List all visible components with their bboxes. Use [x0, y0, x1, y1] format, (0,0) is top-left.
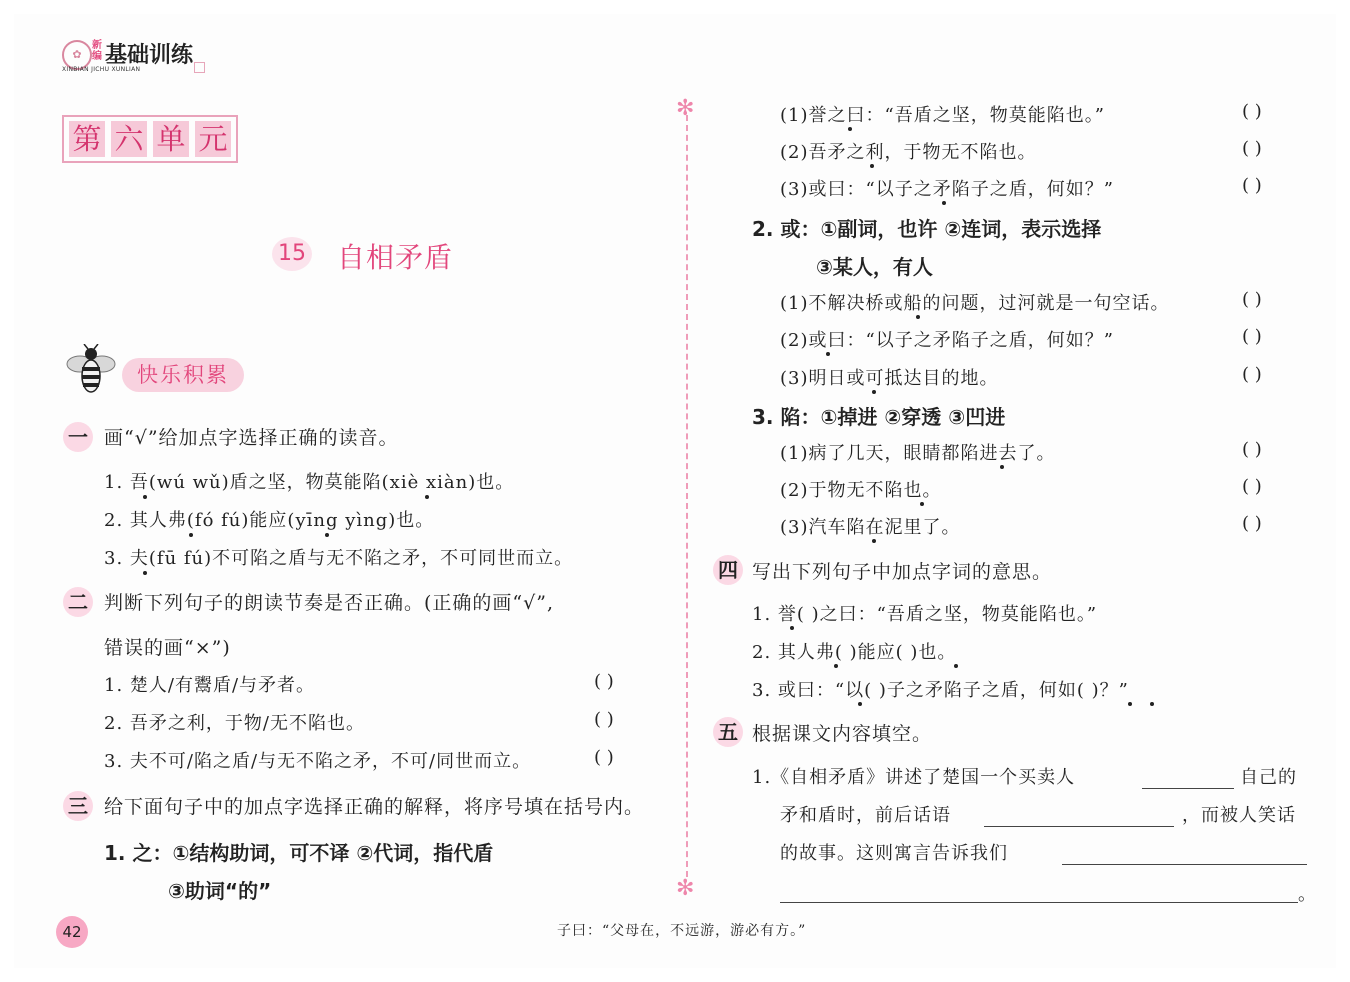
answer-line[interactable] — [1142, 788, 1234, 789]
emphasis-dot — [790, 626, 794, 630]
page-number: 42 — [56, 916, 88, 948]
question-item: (2)或曰：“以子之矛陷子之盾，何如？” — [780, 330, 1114, 351]
question-item: 2. 其人弗(fó fú)能应(yīng yìng)也。 — [104, 510, 435, 531]
logo-square-decoration — [194, 62, 205, 73]
section-number: 二 — [63, 587, 93, 617]
fill-text: 1.《自相矛盾》讲述了楚国一个买卖人 — [752, 767, 1076, 788]
question-item: (2)吾矛之利，于物无不陷也。 — [780, 142, 1037, 163]
definition-line: ③某人，有人 — [816, 255, 933, 279]
emphasis-dot — [425, 495, 429, 499]
lesson-title: 自相矛盾 — [337, 241, 454, 274]
answer-blank[interactable]: ( ) — [1242, 175, 1262, 196]
definition-line: 1. 之：①结构助词，可不译 ②代词，指代盾 — [104, 841, 494, 865]
logo-icon: ✿ — [62, 40, 92, 70]
question-item: (1)病了几天，眼睛都陷进去了。 — [780, 443, 1056, 464]
emphasis-dot — [1000, 465, 1004, 469]
section-title: 根据课文内容填空。 — [752, 723, 933, 745]
unit-char: 单 — [153, 121, 189, 157]
unit-title-box — [62, 115, 238, 163]
fill-text: 。 — [1298, 884, 1317, 905]
unit-char: 元 — [195, 121, 231, 157]
question-item: 1. 吾(wú wǔ)盾之坚，物莫能陷(xiè xiàn)也。 — [104, 472, 515, 493]
emphasis-dot — [872, 390, 876, 394]
question-item: (3)或曰：“以子之矛陷子之盾，何如？” — [780, 179, 1114, 200]
question-item: 3. 夫不可/陷之盾/与无不陷之矛，不可/同世而立。 — [104, 751, 532, 772]
question-item: 2. 吾矛之利，于物/无不陷也。 — [104, 713, 365, 734]
question-item: (3)汽车陷在泥里了。 — [780, 517, 961, 538]
unit-char: 第 — [69, 121, 105, 157]
answer-blank[interactable]: ( ) — [1242, 364, 1262, 385]
emphasis-dot — [189, 533, 193, 537]
answer-blank[interactable]: ( ) — [1242, 138, 1262, 159]
answer-line[interactable] — [1062, 864, 1307, 865]
answer-blank[interactable]: ( ) — [1242, 439, 1262, 460]
answer-line[interactable] — [780, 902, 1298, 903]
happy-accumulation-label: 快乐积累 — [122, 358, 244, 392]
answer-blank[interactable]: ( ) — [1242, 289, 1262, 310]
logo-new-label: 新编 — [92, 40, 102, 62]
column-divider — [686, 115, 688, 877]
section-title-cont: 错误的画“×”) — [104, 637, 231, 659]
fill-text: 自己的 — [1240, 767, 1297, 788]
emphasis-dot — [858, 702, 862, 706]
fill-text: 矛和盾时，前后话语 — [780, 805, 951, 826]
section-number: 四 — [713, 555, 743, 585]
answer-blank[interactable]: ( ) — [1242, 513, 1262, 534]
section-title: 画“√”给加点字选择正确的读音。 — [104, 427, 399, 449]
fill-item[interactable]: 1. 誉( )之曰：“吾盾之坚，物莫能陷也。” — [752, 604, 1098, 625]
answer-blank[interactable]: ( ) — [1242, 326, 1262, 347]
question-item: 1. 楚人/有鬻盾/与矛者。 — [104, 675, 316, 696]
question-item: (1)不解决桥或船的问题，过河就是一句空话。 — [780, 293, 1170, 314]
emphasis-dot — [848, 127, 852, 131]
answer-blank[interactable]: ( ) — [594, 671, 614, 692]
emphasis-dot — [826, 352, 830, 356]
question-item: (1)誉之曰：“吾盾之坚，物莫能陷也。” — [780, 105, 1105, 126]
fill-item[interactable]: 3. 或曰：“以( )子之矛陷子之盾，何如( )？” — [752, 680, 1129, 701]
answer-blank[interactable]: ( ) — [1242, 101, 1262, 122]
emphasis-dot — [954, 664, 958, 668]
unit-char: 六 — [111, 121, 147, 157]
question-item: (2)于物无不陷也。 — [780, 480, 942, 501]
logo-title: 基础训练 — [105, 43, 194, 68]
section-title: 判断下列句子的朗读节奏是否正确。(正确的画“√”, — [104, 592, 554, 614]
fill-item[interactable]: 2. 其人弗( )能应( )也。 — [752, 642, 957, 663]
footer-quote: 子曰：“父母在，不远游，游必有方。” — [557, 923, 807, 939]
flower-icon: ✻ — [676, 876, 695, 901]
emphasis-dot — [870, 164, 874, 168]
flower-icon: ✻ — [676, 96, 695, 121]
emphasis-dot — [143, 571, 147, 575]
section-number: 一 — [63, 422, 93, 452]
definition-line: 2. 或：①副词，也许 ②连词，表示选择 — [752, 217, 1102, 241]
answer-line[interactable] — [984, 826, 1174, 827]
emphasis-dot — [872, 539, 876, 543]
logo-pinyin: XINBIAN JICHU XUNLIAN — [62, 66, 141, 73]
section-number: 五 — [713, 717, 743, 747]
lesson-number: 15 — [272, 237, 312, 271]
bee-icon — [66, 344, 116, 396]
question-item: 3. 夫(fū fú)不可陷之盾与无不陷之矛，不可同世而立。 — [104, 548, 574, 569]
emphasis-dot — [1128, 702, 1132, 706]
emphasis-dot — [942, 201, 946, 205]
answer-blank[interactable]: ( ) — [1242, 476, 1262, 497]
question-item: (3)明日或可抵达目的地。 — [780, 368, 999, 389]
definition-line: 3. 陷：①掉进 ②穿透 ③凹进 — [752, 405, 1006, 429]
emphasis-dot — [920, 502, 924, 506]
fill-text: 的故事。这则寓言告诉我们 — [780, 843, 1008, 864]
section-number: 三 — [63, 791, 93, 821]
emphasis-dot — [325, 533, 329, 537]
emphasis-dot — [143, 495, 147, 499]
emphasis-dot — [834, 664, 838, 668]
emphasis-dot — [916, 315, 920, 319]
section-title: 写出下列句子中加点字词的意思。 — [752, 561, 1053, 583]
answer-blank[interactable]: ( ) — [594, 709, 614, 730]
emphasis-dot — [1150, 702, 1154, 706]
section-title: 给下面句子中的加点字选择正确的解释，将序号填在括号内。 — [104, 796, 645, 818]
answer-blank[interactable]: ( ) — [594, 747, 614, 768]
definition-line: ③助词“的” — [168, 879, 272, 903]
fill-text: ，而被人笑话 — [1182, 805, 1296, 826]
